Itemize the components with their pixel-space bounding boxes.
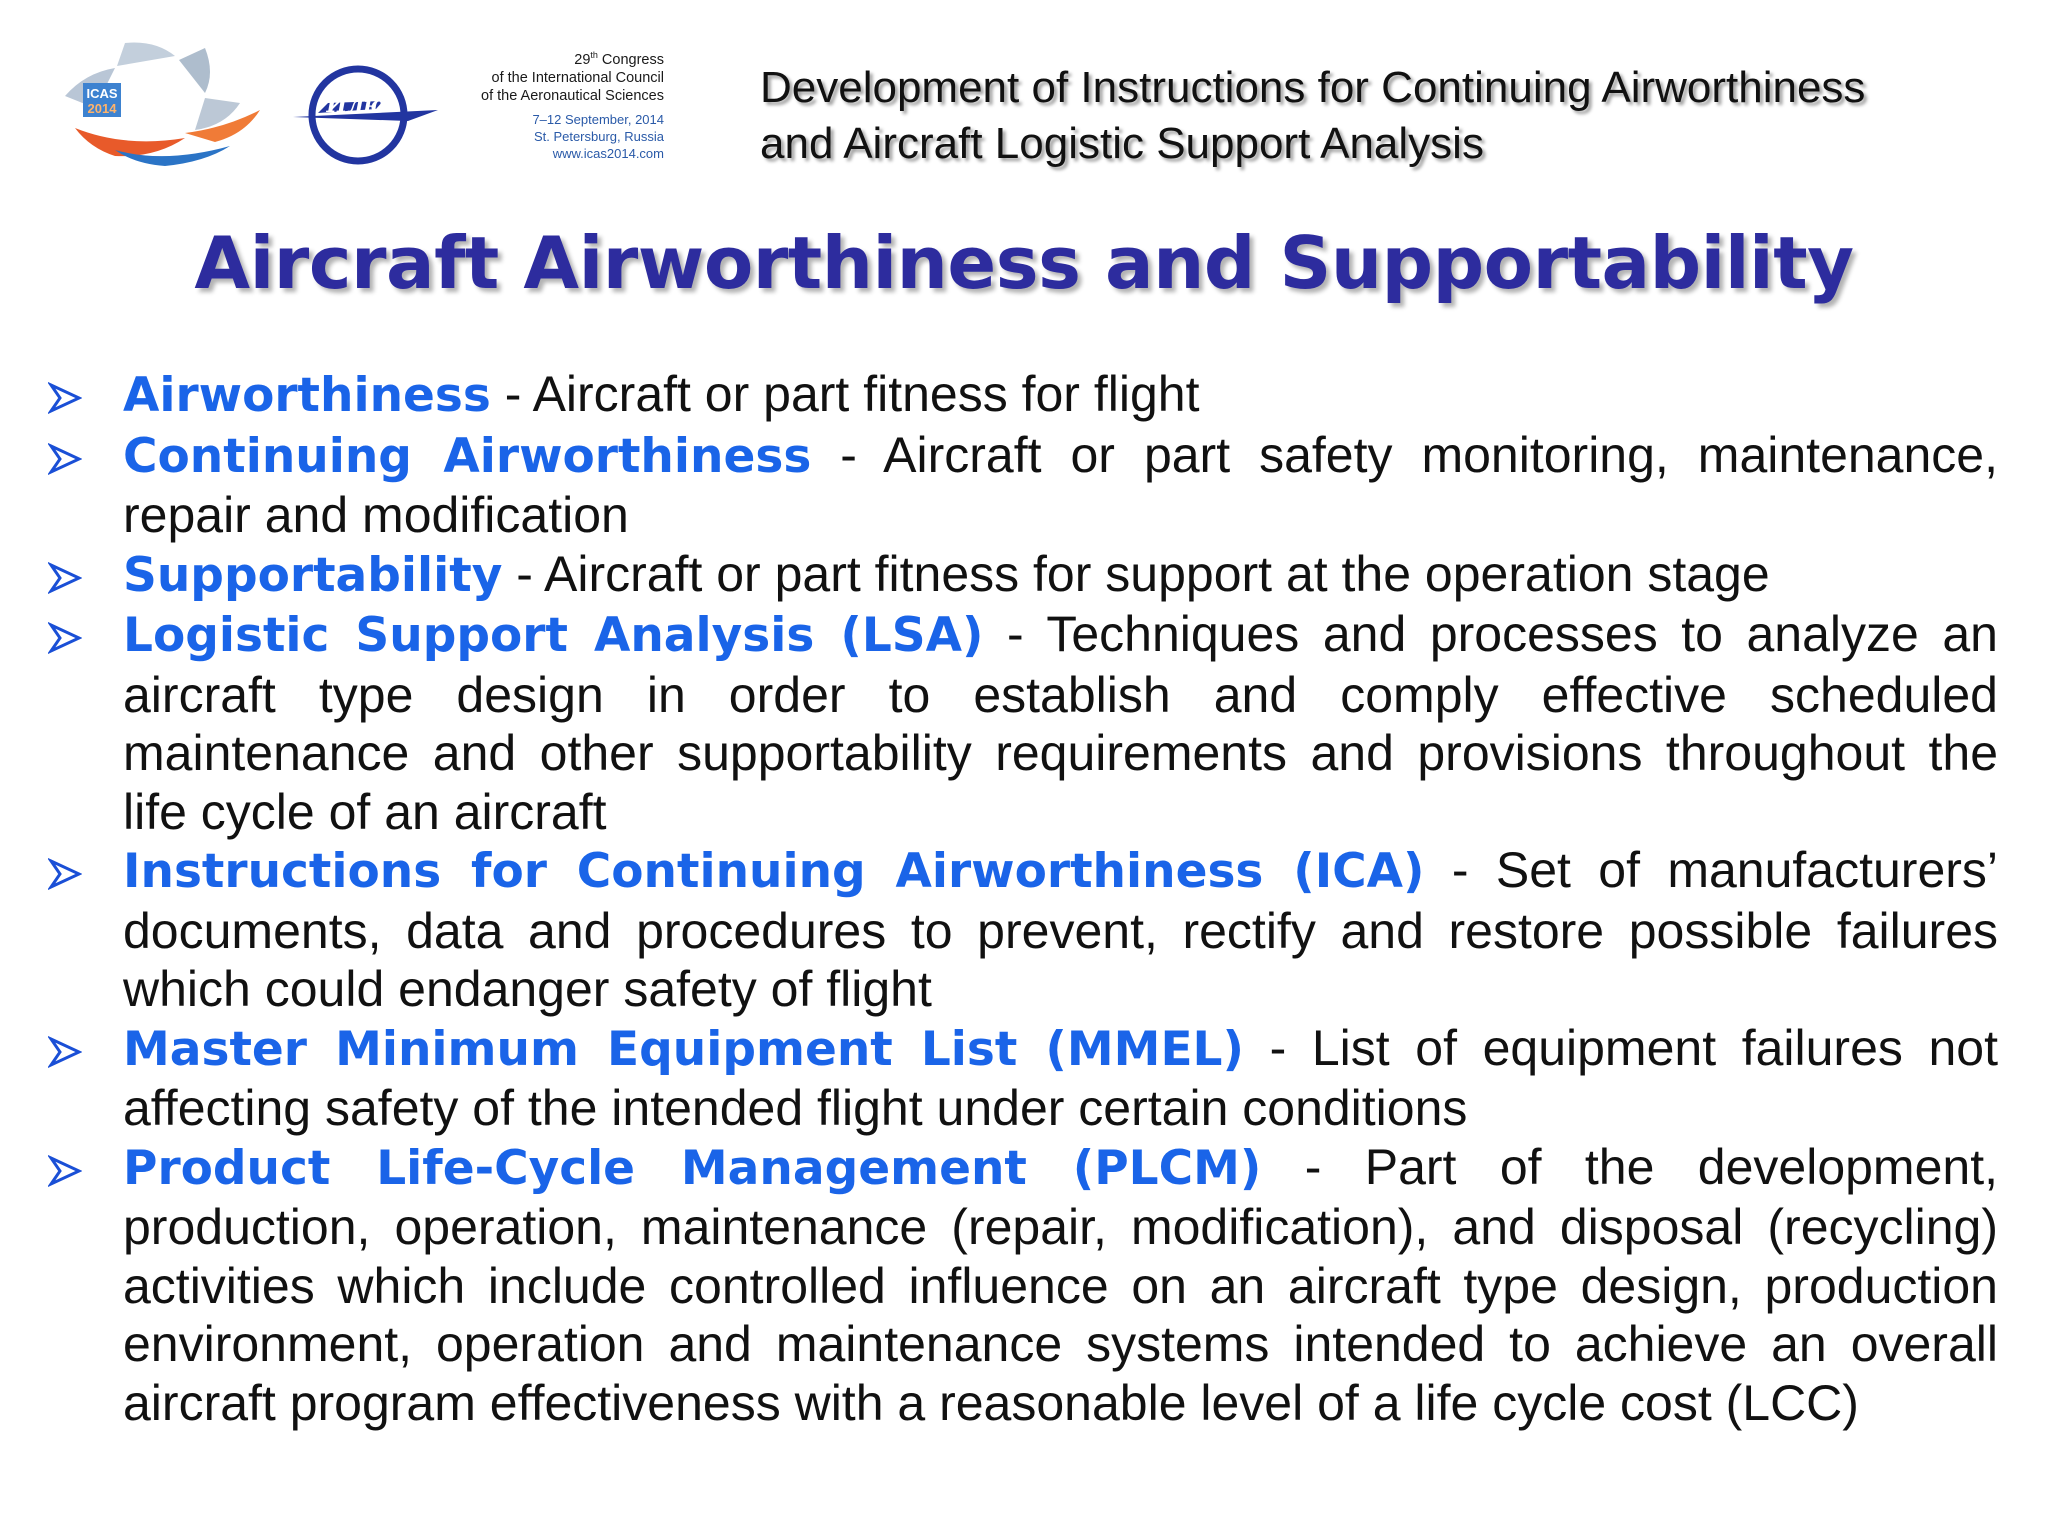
arrow-bullet-icon <box>48 381 82 415</box>
definition-term: Instructions for Continuing Airworthiness (ICA) <box>123 844 1425 899</box>
list-item <box>48 1138 1998 1433</box>
definition-term: Logistic Support Analysis (LSA) <box>123 608 984 663</box>
congress-dates: 7–12 September, 2014 <box>532 111 664 127</box>
congress-number: 29 <box>574 51 591 68</box>
presentation-title-line-2: and Aircraft Logistic Support Analysis <box>760 119 1484 168</box>
list-item <box>48 426 1998 545</box>
definition-body: - Aircraft or part fitness for support at the operation stage <box>502 545 1770 602</box>
definition-body: - Aircraft or part safety monitoring, maintenance, repair and modification <box>123 426 1998 543</box>
arrow-bullet-icon <box>48 442 82 476</box>
arrow-bullet-icon <box>48 621 82 655</box>
list-item <box>48 545 1998 606</box>
slide-title: Aircraft Airworthiness and Supportability <box>194 221 1854 305</box>
definition-term: Airworthiness <box>123 368 491 423</box>
definition-body: - Set of manufacturers’ documents, data and procedures to prevent, rectify and restore possible failures which could endanger safety of flight <box>123 842 1999 1017</box>
definition-term: Product Life-Cycle Management (PLCM) <box>123 1140 1262 1196</box>
definition-term: Master Minimum Equipment List (MMEL) <box>123 1021 1244 1077</box>
ilyushin-logo-text: Илю <box>326 92 386 118</box>
definition-text <box>123 365 1998 426</box>
list-item <box>48 841 1998 1019</box>
congress-label: Congress <box>597 51 664 68</box>
definition-term: Supportability <box>123 547 503 603</box>
congress-line-3: of the Aeronautical Sciences <box>481 87 664 104</box>
congress-website: www.icas2014.com <box>552 145 664 161</box>
arrow-bullet-icon <box>48 1035 82 1069</box>
definition-text <box>123 1019 1998 1138</box>
definition-text <box>123 605 1998 841</box>
congress-line-1 <box>452 46 664 69</box>
definition-text <box>123 1138 1998 1433</box>
congress-line-2: of the International Council <box>491 69 664 86</box>
congress-number-suffix: th <box>590 50 598 60</box>
icas-2014-logo <box>55 38 270 168</box>
list-item <box>48 1019 1998 1138</box>
definition-body: - Aircraft or part fitness for flight <box>490 366 1200 422</box>
arrow-bullet-icon <box>48 1154 82 1188</box>
definition-text <box>123 841 1998 1019</box>
list-item <box>48 365 1998 426</box>
definition-text <box>123 426 1998 545</box>
definition-body: - Techniques and processes to analyze an aircraft type design in order to establish and comply effective scheduled maintenance and other supportability requirements and provisions throughout the life cycle of an aircraft <box>123 606 1998 840</box>
definition-body: - Part of the development, production, operation, maintenance (repair, modification), and disposal (recycling) activities which include controlled influence on an aircraft type design, production environment, operation and maintenance systems intended to achieve an overall aircraft program effectiveness with a reasonable level of a life cycle cost (LCC) <box>123 1138 1998 1431</box>
presentation-title <box>760 60 2020 172</box>
ilyushin-logo <box>288 55 448 170</box>
definitions-list <box>48 365 1998 1432</box>
definition-body: - List of equipment failures not affecting safety of the intended flight under certain conditions <box>123 1019 1998 1136</box>
presentation-title-line-1: Development of Instructions for Continuing Airworthiness <box>760 63 1866 112</box>
icas-logo-text-year: 2014 <box>87 101 117 116</box>
definition-term: Continuing Airworthiness <box>123 428 812 484</box>
icas-logo-text-top: ICAS <box>86 86 118 101</box>
congress-location: St. Petersburg, Russia <box>533 128 664 144</box>
arrow-bullet-icon <box>48 857 82 891</box>
arrow-bullet-icon <box>48 561 82 595</box>
congress-info <box>452 46 664 162</box>
list-item <box>48 605 1998 841</box>
definition-text <box>123 545 1998 606</box>
